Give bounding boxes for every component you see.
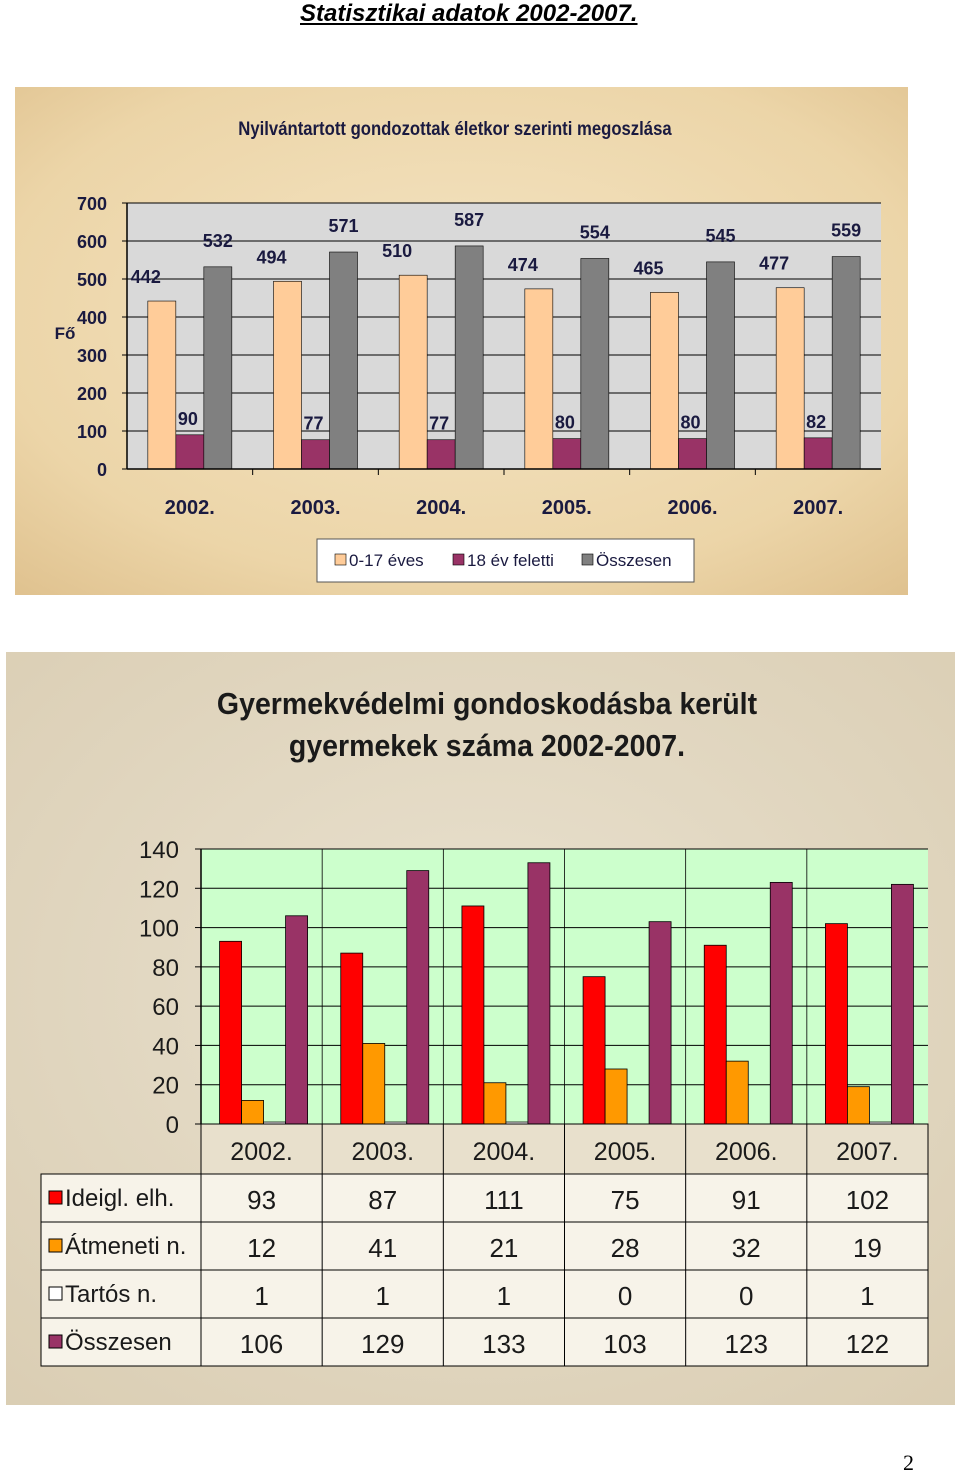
chart2-table-value: 111 — [484, 1185, 524, 1215]
chart1-bar — [832, 257, 860, 469]
chart1-data-label: 474 — [507, 254, 538, 275]
chart1-plot-area — [127, 203, 881, 469]
chart1-data-label: 80 — [680, 412, 701, 433]
chart2-bar — [484, 1083, 506, 1124]
chart2-legend-swatch — [49, 1287, 62, 1300]
chart1-bar — [302, 440, 330, 469]
chart1-xtick-label: 2007. — [793, 497, 844, 519]
age-distribution-chart-svg — [15, 87, 908, 595]
chart1-ytick-label: 100 — [76, 422, 107, 442]
chart1-ytick-label: 0 — [96, 460, 107, 480]
chart2-table-value: 102 — [845, 1185, 890, 1215]
chart1-data-label: 587 — [454, 209, 485, 230]
chart1-xtick-label: 2006. — [667, 497, 718, 519]
chart1-data-label: 442 — [130, 267, 161, 288]
chart1-data-label: 477 — [759, 253, 790, 274]
chart2-table-value: 32 — [731, 1233, 761, 1263]
chart1-data-label: 77 — [429, 413, 450, 434]
chart1-bar — [455, 246, 483, 469]
chart2-bar — [242, 1100, 264, 1124]
chart2-series-label: Átmeneti n. — [65, 1233, 187, 1260]
chart1-ytick-label: 400 — [76, 308, 107, 328]
page-number: 2 — [903, 1450, 914, 1475]
chart2-table-value: 93 — [247, 1185, 277, 1215]
chart1-bar — [176, 435, 204, 469]
chart1-bar — [679, 439, 707, 469]
chart1-legend-swatch — [335, 554, 346, 565]
chart2-ytick-label: 100 — [138, 915, 179, 943]
age-distribution-chart — [15, 87, 908, 595]
chart2-table-value: 129 — [361, 1329, 405, 1359]
chart2-bar — [220, 941, 242, 1124]
chart1-legend-label: 0-17 éves — [349, 551, 424, 570]
chart2-bar — [583, 977, 605, 1124]
chart1-ytick-label: 500 — [76, 270, 107, 290]
chart2-bar — [286, 916, 308, 1124]
chart2-table-value: 87 — [368, 1185, 398, 1215]
chart2-category-label: 2006. — [714, 1138, 778, 1166]
chart2-bar — [891, 884, 913, 1124]
chart2-table-value: 1 — [375, 1281, 390, 1311]
chart1-xtick-label: 2005. — [541, 497, 592, 519]
chart1-xtick-label: 2002. — [164, 497, 215, 519]
chart1-ytick-label: 300 — [76, 346, 107, 366]
chart2-bar — [462, 906, 484, 1124]
chart2-table-value: 122 — [845, 1329, 890, 1359]
chart2-legend-swatch — [49, 1239, 62, 1252]
chart2-table-value: 1 — [254, 1281, 269, 1311]
page-title: Statisztikai adatok 2002-2007. — [300, 0, 638, 27]
chart1-bar — [330, 252, 358, 469]
chart2-title-line1: Gyermekvédelmi gondoskodásba került — [216, 686, 758, 722]
chart1-bar — [427, 440, 455, 469]
chart1-data-label: 545 — [705, 225, 736, 246]
chart2-category-label: 2002. — [230, 1138, 293, 1166]
chart1-bar — [651, 292, 679, 469]
chart2-ytick-label: 20 — [152, 1072, 179, 1100]
chart2-table-value: 21 — [489, 1233, 519, 1263]
chart2-bar — [704, 945, 726, 1124]
chart2-bar — [726, 1061, 748, 1124]
chart2-bar — [770, 882, 792, 1124]
chart1-ytick-label: 600 — [76, 232, 107, 252]
chart1-bar — [553, 439, 581, 469]
chart1-bar — [274, 281, 302, 469]
chart1-data-label: 80 — [554, 412, 575, 433]
chart2-table-value: 19 — [852, 1233, 882, 1263]
chart2-ytick-label: 80 — [152, 954, 179, 982]
chart2-table-value: 106 — [239, 1329, 284, 1359]
child-protection-chart — [6, 652, 955, 1405]
chart1-bar — [776, 288, 804, 469]
chart1-data-label: 571 — [328, 216, 359, 237]
chart2-series-label: Összesen — [65, 1329, 172, 1356]
chart2-series-label: Ideigl. elh. — [65, 1185, 175, 1212]
chart2-ytick-label: 0 — [165, 1112, 179, 1139]
chart2-bar — [341, 953, 363, 1124]
chart1-data-label: 465 — [633, 258, 664, 279]
chart1-bar — [399, 275, 427, 469]
chart1-legend — [317, 539, 694, 582]
chart2-table-value: 103 — [603, 1329, 647, 1359]
chart2-category-label: 2003. — [351, 1138, 415, 1166]
chart1-title: Nyilvántartott gondozottak életkor szerinti megoszlása — [238, 118, 672, 140]
chart2-table-value: 12 — [247, 1233, 277, 1263]
chart2-ytick-label: 120 — [138, 876, 179, 904]
chart1-ytick-label: 700 — [76, 194, 107, 214]
chart2-legend-swatch — [49, 1191, 62, 1204]
chart1-data-label: 510 — [382, 241, 413, 262]
chart2-bar — [825, 924, 847, 1124]
chart1-legend-label: Összesen — [596, 551, 672, 570]
chart1-ylabel: Fő — [54, 324, 76, 343]
chart2-bar — [605, 1069, 627, 1124]
chart1-bar — [525, 289, 553, 469]
chart1-data-label: 90 — [177, 408, 198, 429]
chart1-bar — [148, 301, 176, 469]
chart1-bar — [804, 438, 832, 469]
chart2-bar — [407, 871, 429, 1124]
chart2-table-value: 41 — [368, 1233, 398, 1263]
chart2-bar — [363, 1043, 385, 1124]
chart1-ytick-label: 200 — [76, 384, 107, 404]
chart2-category-label: 2004. — [472, 1138, 536, 1166]
chart2-table-value: 123 — [724, 1329, 768, 1359]
chart2-table-value: 0 — [617, 1281, 633, 1311]
chart1-data-label: 82 — [806, 411, 827, 432]
chart2-bar — [649, 922, 671, 1124]
chart1-bar — [581, 258, 609, 469]
chart2-ytick-label: 40 — [152, 1033, 179, 1061]
chart2-bar — [528, 863, 550, 1124]
chart2-category-label: 2005. — [593, 1138, 657, 1166]
chart2-category-label: 2007. — [836, 1138, 899, 1166]
chart1-data-label: 77 — [303, 413, 324, 434]
chart1-data-label: 554 — [579, 222, 610, 243]
chart2-table-value: 1 — [860, 1281, 875, 1311]
chart1-legend-swatch — [453, 554, 464, 565]
chart2-legend-swatch — [49, 1335, 62, 1348]
chart2-series-label: Tartós n. — [65, 1281, 158, 1308]
chart1-xtick-label: 2003. — [290, 497, 341, 519]
chart1-legend-label: 18 év feletti — [467, 551, 554, 570]
child-protection-chart-svg — [6, 652, 955, 1405]
chart2-table-value: 28 — [610, 1233, 640, 1263]
chart1-bar — [707, 262, 735, 469]
chart1-data-label: 559 — [831, 220, 862, 241]
chart2-ytick-label: 140 — [138, 837, 179, 864]
chart1-data-label: 532 — [202, 230, 233, 251]
chart1-bar — [204, 267, 232, 469]
chart2-title-line2: gyermekek száma 2002-2007. — [288, 728, 686, 764]
chart2-bar — [847, 1087, 869, 1124]
chart2-table-value: 91 — [731, 1185, 761, 1215]
chart2-table-value: 133 — [482, 1329, 526, 1359]
chart2-table-value: 1 — [496, 1281, 512, 1311]
chart1-xtick-label: 2004. — [416, 497, 467, 519]
chart2-table-value: 75 — [610, 1185, 640, 1215]
chart1-data-label: 494 — [256, 247, 287, 268]
chart1-legend-swatch — [582, 554, 593, 565]
chart2-ytick-label: 60 — [152, 994, 179, 1022]
chart2-table-value: 0 — [739, 1281, 754, 1311]
